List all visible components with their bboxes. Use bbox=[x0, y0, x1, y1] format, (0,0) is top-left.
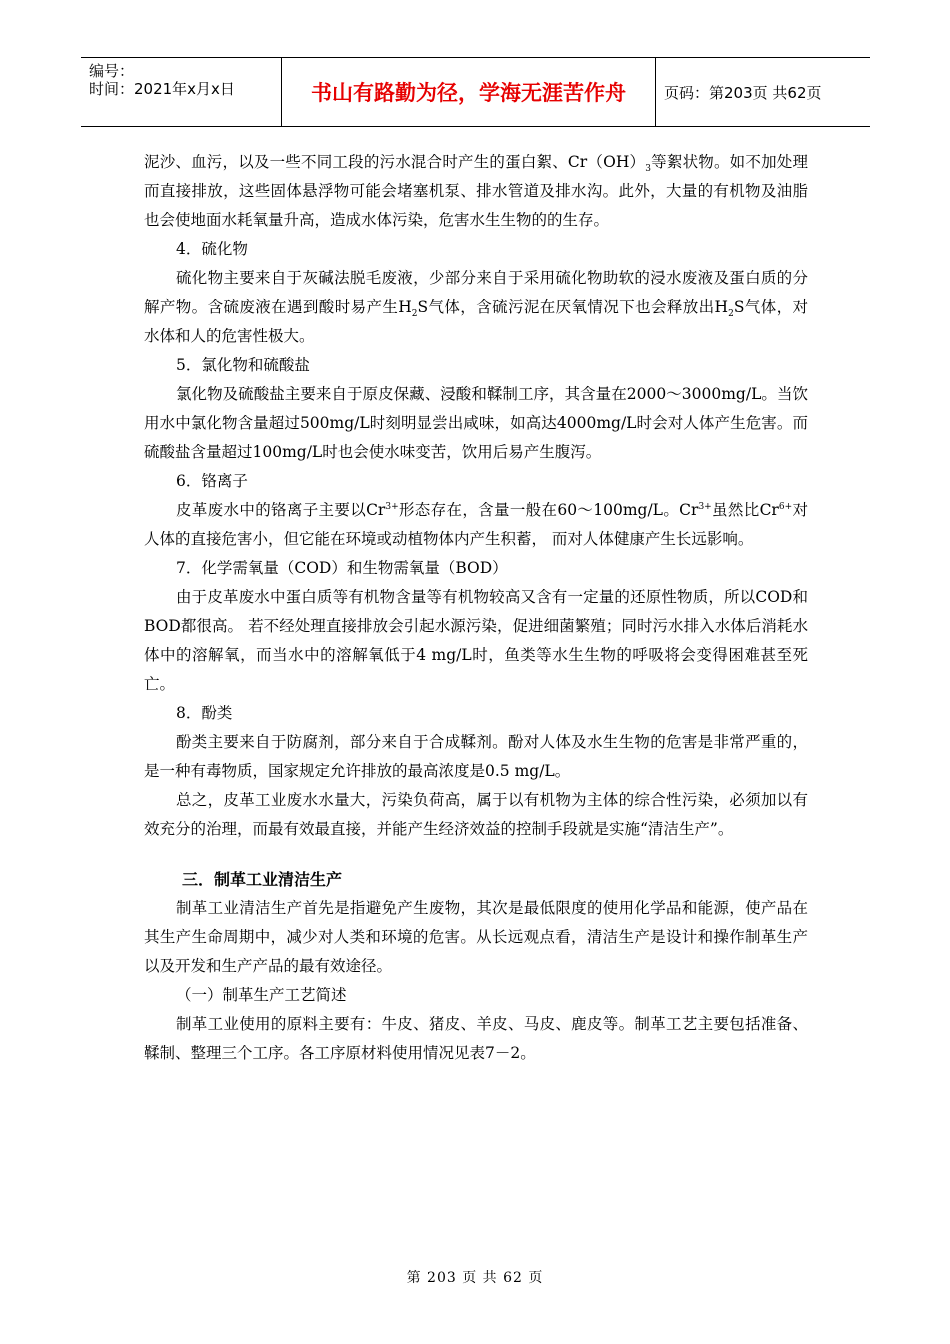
page-header bbox=[81, 57, 870, 127]
heading-chloride: 5．氯化物和硫酸盐 bbox=[176, 356, 310, 374]
paragraph bbox=[144, 264, 808, 351]
paragraph: 氯化物及硫酸盐主要来自于原皮保藏、浸酸和鞣制工序，其含量在2000～3000mg/L。当饮用水中氯化物含量超过500mg/L时刻明显尝出咸味，如高达4000mg/L时会对人体产生危害。而硫酸盐含量超过100mg/L时也会使水味变苦，饮用后易产生腹泻。 bbox=[144, 385, 808, 461]
section-heading: 三．制革工业清洁生产 bbox=[182, 870, 343, 889]
paragraph: 制革工业使用的原料主要有：牛皮、猪皮、羊皮、马皮、鹿皮等。制革工艺主要包括准备、鞣制、整理三个工序。各工序原材料使用情况见表7－2。 bbox=[144, 1015, 808, 1062]
text: 等絮状物。如不加处理而直接排放，这些固体悬浮物可能会堵塞机泵、排水管道及排水沟。此外，大量的有机物及油脂也会使地面水耗氧量升高，造成水体污染，危害水生生物的的生存。 bbox=[144, 153, 808, 229]
heading-sulfide: 4．硫化物 bbox=[176, 240, 248, 258]
subsection-heading: （一）制革生产工艺简述 bbox=[176, 986, 347, 1004]
text: S气体，对水体和人的危害性极大。 bbox=[144, 298, 808, 345]
header-motto: 书山有路勤为径，学海无涯苦作舟 bbox=[282, 58, 656, 126]
text: 对人体的直接危害小，但它能在环境或动植物体内产生积蓄， 而对人体健康产生长远影响。 bbox=[144, 501, 808, 548]
text: 虽然比Cr bbox=[711, 501, 779, 519]
superscript: 3+ bbox=[698, 501, 712, 512]
heading-cod-bod: 7．化学需氧量（COD）和生物需氧量（BOD） bbox=[176, 559, 508, 577]
paragraph: 酚类主要来自于防腐剂，部分来自于合成鞣剂。酚对人体及水生生物的危害是非常严重的，是一种有毒物质，国家规定允许排放的最高浓度是0.5 mg/L。 bbox=[144, 733, 808, 780]
heading-chromium: 6．铬离子 bbox=[176, 472, 248, 490]
text: 泥沙、血污，以及一些不同工段的污水混合时产生的蛋白絮、Cr（OH） bbox=[144, 153, 646, 171]
subscript: 3 bbox=[645, 164, 651, 175]
text: 皮革废水中的铬离子主要以Cr bbox=[176, 501, 386, 519]
text: S气体，含硫污泥在厌氧情况下也会释放出H bbox=[417, 298, 729, 316]
text: 形态存在，含量一般在60～100mg/L。Cr bbox=[398, 501, 699, 519]
subscript: 2 bbox=[411, 309, 418, 320]
header-meta bbox=[81, 58, 282, 126]
date-label: 时间：2021年x月x日 bbox=[89, 80, 235, 98]
paragraph: 制革工业清洁生产首先是指避免产生废物，其次是最低限度的使用化学品和能源，使产品在其生产生命周期中，减少对人类和环境的危害。从长远观点看，清洁生产是设计和操作制革生产以及开发和生产产品的最有效途径。 bbox=[144, 899, 808, 975]
paragraph bbox=[144, 496, 808, 554]
subscript: 2 bbox=[728, 309, 734, 320]
paragraph bbox=[144, 148, 808, 235]
number-label: 编号： bbox=[89, 62, 135, 80]
superscript: 6+ bbox=[778, 501, 793, 512]
document-body bbox=[144, 148, 808, 1068]
heading-phenol: 8．酚类 bbox=[176, 704, 233, 722]
page-footer: 第 203 页 共 62 页 bbox=[406, 1270, 544, 1286]
paragraph: 由于皮革废水中蛋白质等有机物含量等有机物较高又含有一定量的还原性物质，所以COD和BOD都很高。 若不经处理直接排放会引起水源污染，促进细菌繁殖；同时污水排入水体后消耗水体中的溶解氧，而当水中的溶解氧低于4 mg/L时，鱼类等水生生物的呼吸将会变得困难甚至死亡。 bbox=[144, 588, 808, 693]
paragraph-summary: 总之，皮革工业废水水量大，污染负荷高，属于以有机物为主体的综合性污染，必须加以有效充分的治理，而最有效最直接，并能产生经济效益的控制手段就是实施“清洁生产”。 bbox=[144, 791, 808, 838]
header-page-label: 页码：第203页 共62页 bbox=[664, 83, 822, 102]
text: 硫化物主要来自于灰碱法脱毛废液，少部分来自于采用硫化物助软的浸水废液及蛋白质的分解产物。含硫废液在遇到酸时易产生H bbox=[144, 269, 808, 316]
superscript: 3+ bbox=[385, 501, 399, 512]
